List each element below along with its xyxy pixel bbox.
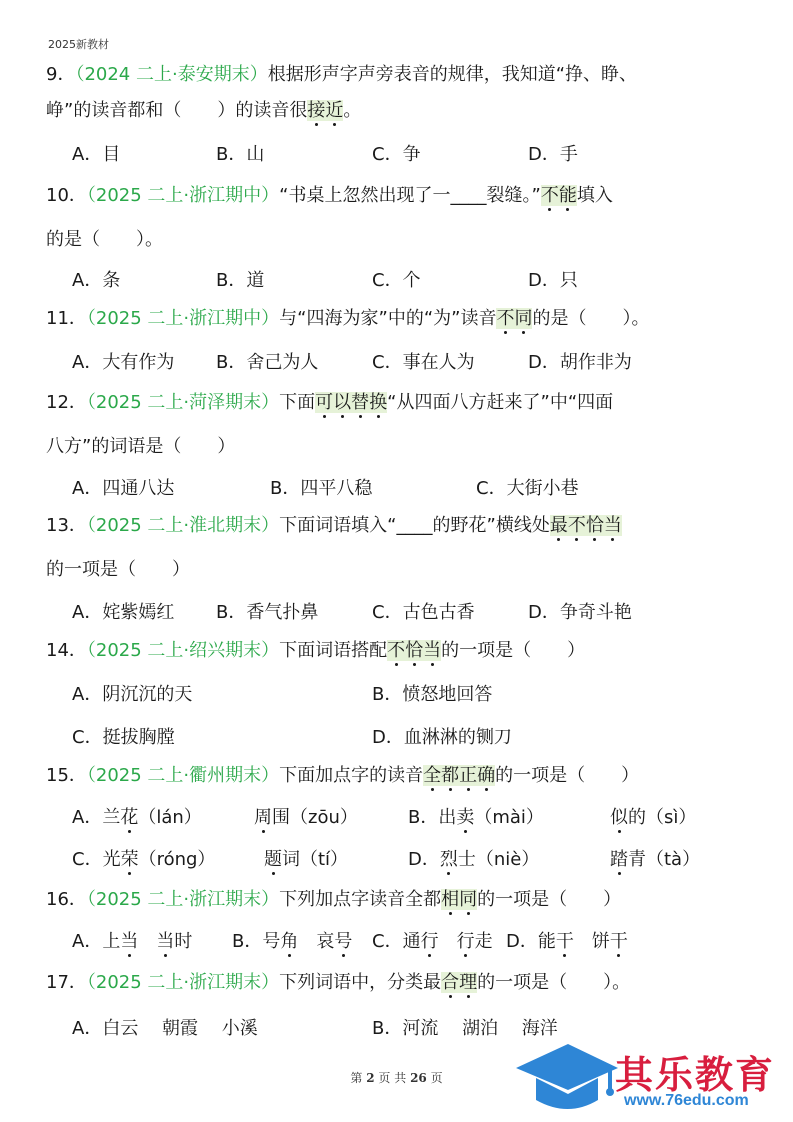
page-header: 2025新教材 <box>48 38 109 51</box>
q9-line1: 9．（2024 二上·泰安期末）根据形声字声旁表音的规律，我知道“挣、睁、 <box>46 64 638 85</box>
q11-highlight: 不同 <box>496 308 533 329</box>
q16-option-c[interactable]: C．通行 行走 <box>372 931 493 952</box>
q16-source: （2025 二上·浙江期末） <box>86 889 280 910</box>
q11-option-a[interactable]: A．大有作为 <box>72 352 175 373</box>
q9-line2: 峥”的读音都和（ ）的读音很接近。 <box>46 100 362 121</box>
q16-option-b[interactable]: B．号角 哀号 <box>232 931 353 952</box>
q10-line2: 的是（ ）。 <box>46 229 163 250</box>
q14-line1: 14．（2025 二上·绍兴期末）下面词语搭配不恰当的一项是（ ） <box>46 640 586 661</box>
q15-option-a-part1[interactable]: A．兰花（lán） <box>72 807 202 828</box>
brand-url: www.76edu.com <box>624 1092 749 1109</box>
q10-option-c[interactable]: C．个 <box>372 270 421 291</box>
q16-option-d[interactable]: D．能干 饼干 <box>506 931 628 952</box>
q16-line1: 16．（2025 二上·浙江期末）下列加点字读音全都相同的一项是（ ） <box>46 889 622 910</box>
q15-line1: 15．（2025 二上·衢州期末）下面加点字的读音全都正确的一项是（ ） <box>46 765 640 786</box>
q13-option-b[interactable]: B．香气扑鼻 <box>216 602 319 623</box>
q10-highlight: 不能 <box>540 185 577 206</box>
q12-line2: 八方”的词语是（ ） <box>46 436 236 457</box>
q13-line2: 的一项是（ ） <box>46 559 190 580</box>
q14-option-a[interactable]: A．阴沉沉的天 <box>72 684 193 705</box>
q12-option-b[interactable]: B．四平八稳 <box>270 478 373 499</box>
q14-option-d[interactable]: D．血淋淋的铡刀 <box>372 727 512 748</box>
q15-source: （2025 二上·衢州期末） <box>86 765 280 786</box>
q13-option-d[interactable]: D．争奇斗艳 <box>528 602 632 623</box>
q15-option-b-part1[interactable]: B．出卖（mài） <box>408 807 544 828</box>
brand-name: 其乐教育 <box>615 1053 776 1097</box>
q9-option-a[interactable]: A．目 <box>72 144 121 165</box>
q17-source: （2025 二上·浙江期末） <box>86 972 280 993</box>
q11-option-c[interactable]: C．事在人为 <box>372 352 475 373</box>
q14-option-b[interactable]: B．愤怒地回答 <box>372 684 493 705</box>
q10-source: （2025 二上·浙江期中） <box>86 185 280 206</box>
q17-option-b[interactable]: B．河流 湖泊 海洋 <box>372 1018 558 1039</box>
q9-option-c[interactable]: C．争 <box>372 144 421 165</box>
q9-option-d[interactable]: D．手 <box>528 144 578 165</box>
q15-highlight: 全都正确 <box>423 765 496 786</box>
q17-highlight: 合理 <box>441 972 478 993</box>
q10-option-a[interactable]: A．条 <box>72 270 121 291</box>
q15-option-c-part2[interactable]: 题词（tí） <box>264 849 349 870</box>
q11-line1: 11．（2025 二上·浙江期中）与“四海为家”中的“为”读音不同的是（ ）。 <box>46 308 650 329</box>
q17-option-a[interactable]: A．白云 朝霞 小溪 <box>72 1018 258 1039</box>
q15-option-b-part2[interactable]: 似的（sì） <box>610 807 697 828</box>
q13-highlight: 最不恰当 <box>549 515 622 536</box>
q12-line1: 12．（2025 二上·菏泽期末）下面可以替换“从四面八方赶来了”中“四面 <box>46 392 614 413</box>
q11-option-d[interactable]: D．胡作非为 <box>528 352 632 373</box>
q14-source: （2025 二上·绍兴期末） <box>86 640 280 661</box>
q13-line1: 13．（2025 二上·淮北期末）下面词语填入“____的野花”横线处最不恰当 <box>46 515 622 536</box>
q14-highlight: 不恰当 <box>387 640 442 661</box>
q16-highlight: 相同 <box>441 889 478 910</box>
q17-line1: 17．（2025 二上·浙江期末）下列词语中，分类最合理的一项是（ ）。 <box>46 972 631 993</box>
q11-option-b[interactable]: B．舍己为人 <box>216 352 319 373</box>
q12-option-c[interactable]: C．大街小巷 <box>476 478 579 499</box>
q11-source: （2025 二上·浙江期中） <box>86 308 280 329</box>
q14-option-c[interactable]: C．挺拔胸膛 <box>72 727 175 748</box>
q16-option-a[interactable]: A．上当 当时 <box>72 931 193 952</box>
q13-option-c[interactable]: C．古色古香 <box>372 602 475 623</box>
graduation-cap-icon <box>512 1038 620 1118</box>
q10-option-b[interactable]: B．道 <box>216 270 265 291</box>
q12-option-a[interactable]: A．四通八达 <box>72 478 175 499</box>
q12-source: （2025 二上·菏泽期末） <box>86 392 280 413</box>
q15-option-d-part1[interactable]: D．烈士（niè） <box>408 849 540 870</box>
q13-option-a[interactable]: A．姹紫嫣红 <box>72 602 175 623</box>
q15-option-d-part2[interactable]: 踏青（tà） <box>610 849 701 870</box>
q10-option-d[interactable]: D．只 <box>528 270 578 291</box>
q10-line1: 10．（2025 二上·浙江期中）“书桌上忽然出现了一____裂缝。”不能填入 <box>46 185 613 206</box>
q9-option-b[interactable]: B．山 <box>216 144 265 165</box>
brand-logo <box>512 1038 788 1118</box>
q12-highlight: 可以替换 <box>315 392 388 413</box>
q15-option-a-part2[interactable]: 周围（zōu） <box>254 807 358 828</box>
page-number: 第 2 页 共 26 页 <box>350 1071 443 1085</box>
q9-source: （2024 二上·泰安期末） <box>75 64 268 85</box>
q15-option-c-part1[interactable]: C．光荣（róng） <box>72 849 216 870</box>
q13-source: （2025 二上·淮北期末） <box>86 515 280 536</box>
q9-highlight: 接近 <box>307 100 344 121</box>
